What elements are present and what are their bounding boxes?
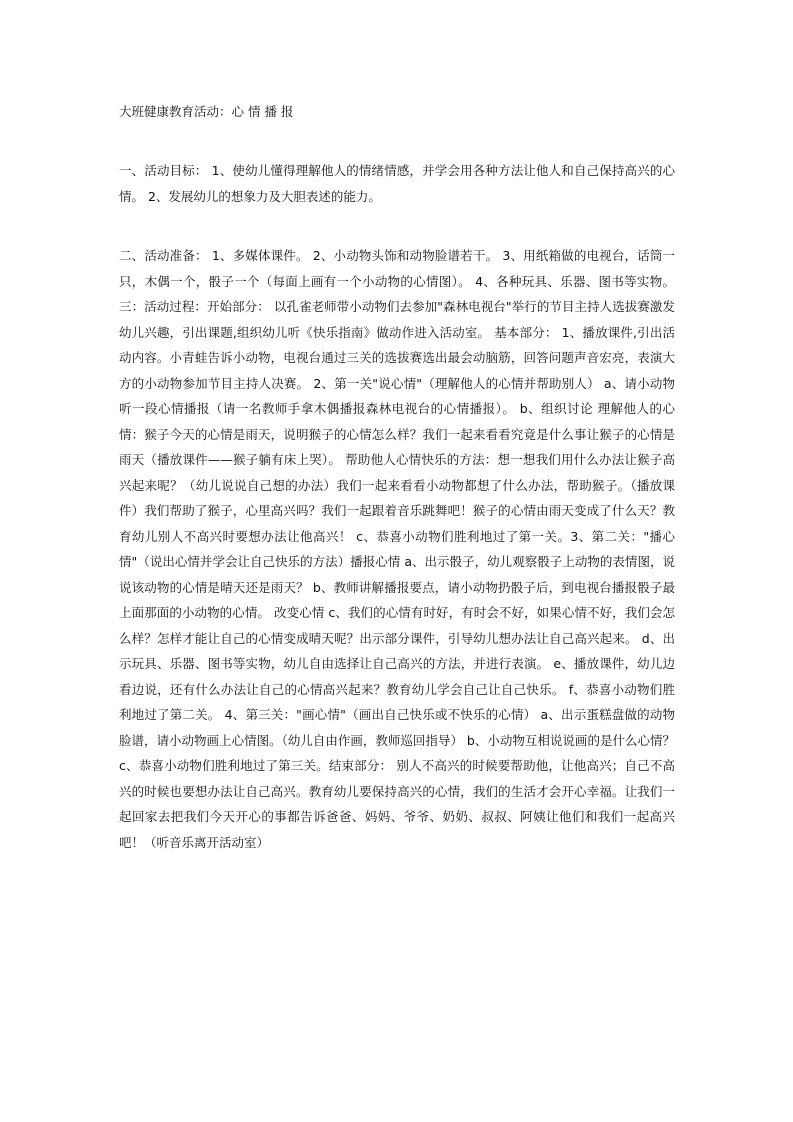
document-title: 大班健康教育活动：心 情 播 报 bbox=[119, 104, 294, 119]
activity-main-paragraph: 二、活动准备： 1、多媒体课件。 2、小动物头饰和动物脸谱若干。 3、用纸箱做的电视台，话筒一只，木偶一个，骰子一个（每面上画有一个小动物的心情图）。 4、各种玩具、乐器、图书等实物。 三：活动过程：开始部分： 以孔雀老师带小动物们去参加"森林电视台"举行的节目主持人选拔赛激发幼儿兴趣，引出课题,组织幼儿听《快乐指南》做动作进入活动室。 基本部分： 1、播放课件,引出活动内容。小青蛙告诉小动物，电视台通过三关的选拔赛选出最会动脑筋，回答问题声音宏亮，表演大方的小动物参加节目主持人决赛。 2、第一关"说心情"（理解他人的心情并帮助别人） a、请小动物听一段心情播报（请一名教师手拿木偶播报森林电视台的心情播报）。 b、组织讨论 理解他人的心情：猴子今天的心情是雨天，说明猴子的心情怎么样？我们一起来看看究竟是什么事让猴子的心情是雨天（播放课件——猴子躺有床上哭）。 帮助他人心情快乐的方法：想一想我们用什么办法让猴子高兴起来呢？（幼儿说说自己想的办法）我们一起来看看小动物都想了什么办法，帮助猴子。（播放课件）我们帮助了猴子，心里高兴吗？我们一起跟着音乐跳舞吧！猴子的心情由雨天变成了什么天？教育幼儿别人不高兴时要想办法让他高兴！ c、恭喜小动物们胜利地过了第一关。3、第二关："播心情"（说出心情并学会让自己快乐的方法）播报心情 a、出示骰子，幼儿观察骰子上动物的表情图，说说该动物的心情是晴天还是雨天？ b、教师讲解播报要点，请小动物扔骰子后，到电视台播报骰子最上面那面的小动物的心情。 改变心情 c、我们的心情有时好，有时会不好，如果心情不好，我们会怎么样？怎样才能让自己的心情变成晴天呢？出示部分课件，引导幼儿想办法让自己高兴起来。 d、出示玩具、乐器、图书等实物，幼儿自由选择让自己高兴的方法，并进行表演。 e、播放课件，幼儿边看边说，还有什么办法让自己的心情高兴起来？教育幼儿学会自己让自己快乐。 f、恭喜小动物们胜利地过了第二关。 4、第三关："画心情"（画出自己快乐或不快乐的心情） a、出示蛋糕盘做的动物脸谱，请小动物画上心情图。（幼儿自由作画，教师巡回指导） b、小动物互相说说画的是什么心情？ c、恭喜小动物们胜利地过了第三关。结束部分： 别人不高兴的时候要帮助他，让他高兴；自己不高兴的时候也要想办法让自己高兴。教育幼儿要保持高兴的心情，我们的生活才会开心幸福。让我们一起回家去把我们今天开心的事都告诉爸爸、妈妈、爷爷、奶奶、叔叔、阿姨让他们和我们一起高兴吧！（听音乐离开活动室） bbox=[119, 248, 675, 850]
activity-goals-paragraph: 一、活动目标： 1、使幼儿懂得理解他人的情绪情感，并学会用各种方法让他人和自己保持高兴的心情。 2、发展幼儿的想象力及大胆表述的能力。 bbox=[119, 163, 675, 204]
